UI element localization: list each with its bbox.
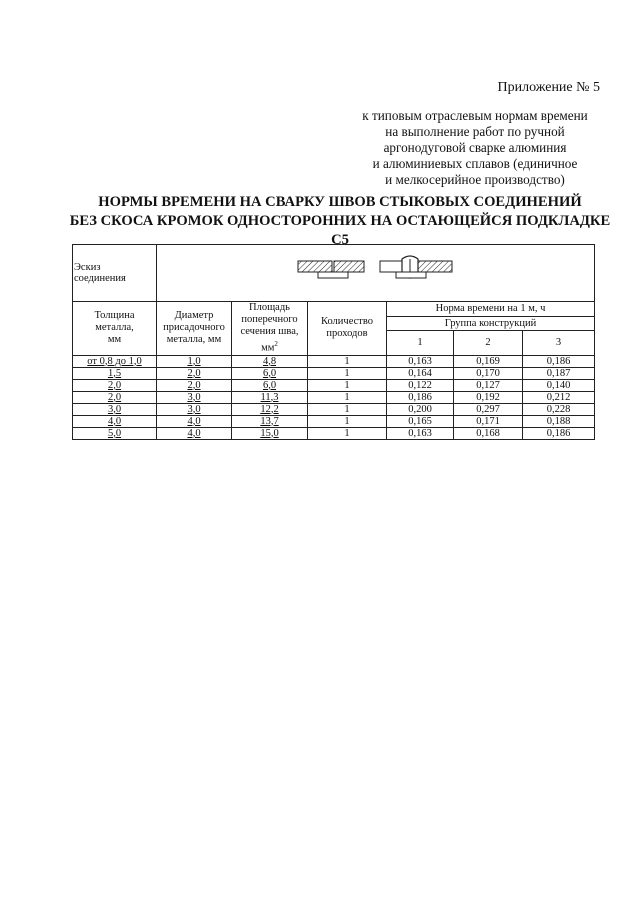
header-text: мм	[107, 334, 122, 346]
note-line: к типовым отраслевым нормам времени	[362, 108, 588, 123]
document-title	[60, 193, 620, 250]
header-text: присадочного	[163, 322, 225, 334]
table-row	[73, 391, 595, 403]
cell-group-2: 0,171	[454, 415, 523, 427]
cell-passes: 1	[308, 415, 387, 427]
cell-group-1: 0,186	[387, 391, 454, 403]
cell-diameter: 3,0	[157, 403, 232, 415]
cell-area: 6,0	[232, 379, 308, 391]
cell-area: 15,0	[232, 427, 308, 439]
cell-group-1: 0,122	[387, 379, 454, 391]
cell-diameter: 3,0	[157, 391, 232, 403]
note-line: аргонодуговой сварке алюминия	[383, 140, 567, 155]
table-row	[73, 367, 595, 379]
note-line: на выполнение работ по ручной	[385, 124, 565, 139]
cell-group-3: 0,140	[523, 379, 595, 391]
cell-passes: 1	[308, 355, 387, 367]
time-norms-table	[72, 244, 595, 440]
cell-area: 4,8	[232, 355, 308, 367]
header-row	[73, 302, 595, 317]
sketch-cell	[157, 245, 595, 302]
col-area-header	[232, 302, 308, 356]
header-text: Количество	[320, 316, 374, 328]
weld-joint-sketch-icon	[296, 255, 456, 291]
col-passes-header	[308, 302, 387, 356]
sketch-row	[73, 245, 595, 302]
cell-group-3: 0,186	[523, 427, 595, 439]
cell-passes: 1	[308, 367, 387, 379]
header-text: Площадь	[249, 302, 290, 313]
cell-group-2: 0,169	[454, 355, 523, 367]
header-text: Толщина	[94, 310, 135, 322]
cell-thickness: 1,5	[73, 367, 157, 379]
cell-group-2: 0,170	[454, 367, 523, 379]
table-row	[73, 427, 595, 439]
cell-group-2: 0,127	[454, 379, 523, 391]
cell-thickness: 4,0	[73, 415, 157, 427]
cell-passes: 1	[308, 391, 387, 403]
cell-group-1: 0,200	[387, 403, 454, 415]
cell-passes: 1	[308, 379, 387, 391]
group-3-header: 3	[523, 330, 595, 355]
note-line: и алюминиевых сплавов (единичное	[372, 156, 578, 171]
cell-group-1: 0,164	[387, 367, 454, 379]
header-text: поперечного	[241, 314, 298, 325]
group-2-header: 2	[454, 330, 523, 355]
col-diameter-header	[157, 302, 232, 356]
col-norm-header: Норма времени на 1 м, ч	[387, 302, 595, 317]
cell-group-3: 0,186	[523, 355, 595, 367]
header-unit: $мм^2$	[261, 340, 278, 354]
table-row	[73, 379, 595, 391]
cell-group-3: 0,228	[523, 403, 595, 415]
table-row	[73, 355, 595, 367]
header-text: Диаметр	[174, 310, 214, 322]
cell-thickness: 3,0	[73, 403, 157, 415]
cell-thickness: 2,0	[73, 391, 157, 403]
cell-diameter: 4,0	[157, 427, 232, 439]
cell-group-2: 0,192	[454, 391, 523, 403]
cell-thickness: от 0,8 до 1,0	[73, 355, 157, 367]
table-row	[73, 403, 595, 415]
cell-diameter: 2,0	[157, 367, 232, 379]
cell-thickness: 5,0	[73, 427, 157, 439]
cell-area: 12,2	[232, 403, 308, 415]
title-line: БЕЗ СКОСА КРОМОК ОДНОСТОРОННИХ НА ОСТАЮЩЕЙСЯ ПОДКЛАДКЕ С5	[69, 213, 611, 248]
header-text: металла, мм	[166, 334, 222, 346]
cell-area: 13,7	[232, 415, 308, 427]
cell-group-3: 0,188	[523, 415, 595, 427]
cell-diameter: 2,0	[157, 379, 232, 391]
cell-group-1: 0,163	[387, 355, 454, 367]
cell-passes: 1	[308, 403, 387, 415]
cell-area: 6,0	[232, 367, 308, 379]
col-group-header: Группа конструкций	[387, 317, 595, 330]
header-text: сечения шва,	[240, 326, 299, 337]
table-row	[73, 415, 595, 427]
cell-area: 11,3	[232, 391, 308, 403]
appendix-label: Приложение № 5	[497, 80, 600, 95]
cell-group-2: 0,297	[454, 403, 523, 415]
cell-group-1: 0,163	[387, 427, 454, 439]
sketch-label: Эскиз соединения	[73, 245, 157, 302]
group-1-header: 1	[387, 330, 454, 355]
appendix-note	[345, 108, 605, 188]
cell-group-3: 0,212	[523, 391, 595, 403]
title-line: НОРМЫ ВРЕМЕНИ НА СВАРКУ ШВОВ СТЫКОВЫХ СОЕДИНЕНИЙ	[98, 194, 582, 210]
cell-diameter: 4,0	[157, 415, 232, 427]
cell-thickness: 2,0	[73, 379, 157, 391]
cell-group-1: 0,165	[387, 415, 454, 427]
cell-diameter: 1,0	[157, 355, 232, 367]
col-thickness-header	[73, 302, 157, 356]
header-text: металла,	[95, 322, 134, 334]
header-text: проходов	[326, 328, 368, 340]
cell-group-2: 0,168	[454, 427, 523, 439]
cell-group-3: 0,187	[523, 367, 595, 379]
cell-passes: 1	[308, 427, 387, 439]
note-line: и мелкосерийное производство)	[385, 172, 565, 187]
